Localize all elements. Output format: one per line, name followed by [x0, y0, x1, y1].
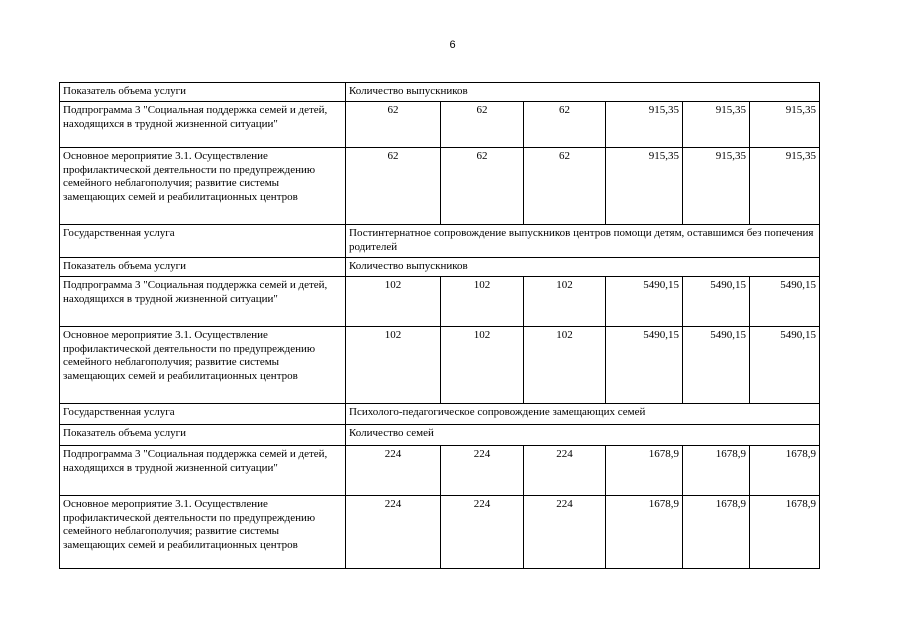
table-row	[60, 258, 820, 277]
value-cell: 102	[346, 277, 441, 327]
value-cell: 62	[346, 148, 441, 225]
value-cell: 62	[524, 102, 606, 148]
value-cell: 224	[441, 446, 524, 496]
value-cell: 915,35	[683, 102, 750, 148]
row-label: Основное мероприятие 3.1. Осуществление профилактической деятельности по предупреждению семейного неблагополучия; развитие системы замещающих семей и реабилитационных центров	[60, 148, 346, 225]
value-cell: 5490,15	[683, 327, 750, 404]
table-row	[60, 148, 820, 225]
value-cell: 62	[441, 148, 524, 225]
table-row	[60, 327, 820, 404]
value-cell: 915,35	[750, 102, 820, 148]
value-cell: 1678,9	[750, 496, 820, 569]
value-cell: 102	[441, 277, 524, 327]
row-description: Психолого-педагогическое сопровождение замещающих семей	[346, 404, 820, 425]
value-cell: 915,35	[606, 102, 683, 148]
value-cell: 62	[524, 148, 606, 225]
value-cell: 224	[524, 496, 606, 569]
table-row	[60, 83, 820, 102]
row-label: Показатель объема услуги	[60, 258, 346, 277]
value-cell: 102	[524, 277, 606, 327]
value-cell: 5490,15	[683, 277, 750, 327]
value-cell: 915,35	[606, 148, 683, 225]
table-row	[60, 404, 820, 425]
row-label: Государственная услуга	[60, 225, 346, 258]
value-cell: 1678,9	[750, 446, 820, 496]
row-label: Основное мероприятие 3.1. Осуществление профилактической деятельности по предупреждению семейного неблагополучия; развитие системы замещающих семей и реабилитационных центров	[60, 496, 346, 569]
row-description: Постинтернатное сопровождение выпускников центров помощи детям, оставшимся без попечения родителей	[346, 225, 820, 258]
value-cell: 224	[346, 496, 441, 569]
value-cell: 102	[524, 327, 606, 404]
row-label: Подпрограмма 3 "Социальная поддержка семей и детей, находящихся в трудной жизненной ситуации"	[60, 277, 346, 327]
row-label: Подпрограмма 3 "Социальная поддержка семей и детей, находящихся в трудной жизненной ситуации"	[60, 446, 346, 496]
value-cell: 1678,9	[606, 446, 683, 496]
row-label: Государственная услуга	[60, 404, 346, 425]
value-cell: 5490,15	[606, 277, 683, 327]
value-cell: 224	[441, 496, 524, 569]
row-description: Количество выпускников	[346, 83, 820, 102]
row-label: Показатель объема услуги	[60, 425, 346, 446]
row-label: Подпрограмма 3 "Социальная поддержка семей и детей, находящихся в трудной жизненной ситуации"	[60, 102, 346, 148]
table-row	[60, 446, 820, 496]
value-cell: 1678,9	[606, 496, 683, 569]
value-cell: 5490,15	[606, 327, 683, 404]
value-cell: 1678,9	[683, 496, 750, 569]
service-indicators-table	[59, 82, 820, 569]
row-description: Количество выпускников	[346, 258, 820, 277]
value-cell: 102	[441, 327, 524, 404]
value-cell: 224	[524, 446, 606, 496]
page-number: 6	[449, 39, 456, 51]
value-cell: 5490,15	[750, 327, 820, 404]
row-label: Показатель объема услуги	[60, 83, 346, 102]
table-row	[60, 102, 820, 148]
value-cell: 62	[346, 102, 441, 148]
value-cell: 5490,15	[750, 277, 820, 327]
row-description: Количество семей	[346, 425, 820, 446]
table-row	[60, 277, 820, 327]
row-label: Основное мероприятие 3.1. Осуществление профилактической деятельности по предупреждению семейного неблагополучия; развитие системы замещающих семей и реабилитационных центров	[60, 327, 346, 404]
table-row	[60, 425, 820, 446]
value-cell: 62	[441, 102, 524, 148]
table-row	[60, 225, 820, 258]
value-cell: 102	[346, 327, 441, 404]
table-body	[60, 83, 820, 569]
value-cell: 1678,9	[683, 446, 750, 496]
value-cell: 915,35	[750, 148, 820, 225]
value-cell: 224	[346, 446, 441, 496]
table-row	[60, 496, 820, 569]
value-cell: 915,35	[683, 148, 750, 225]
